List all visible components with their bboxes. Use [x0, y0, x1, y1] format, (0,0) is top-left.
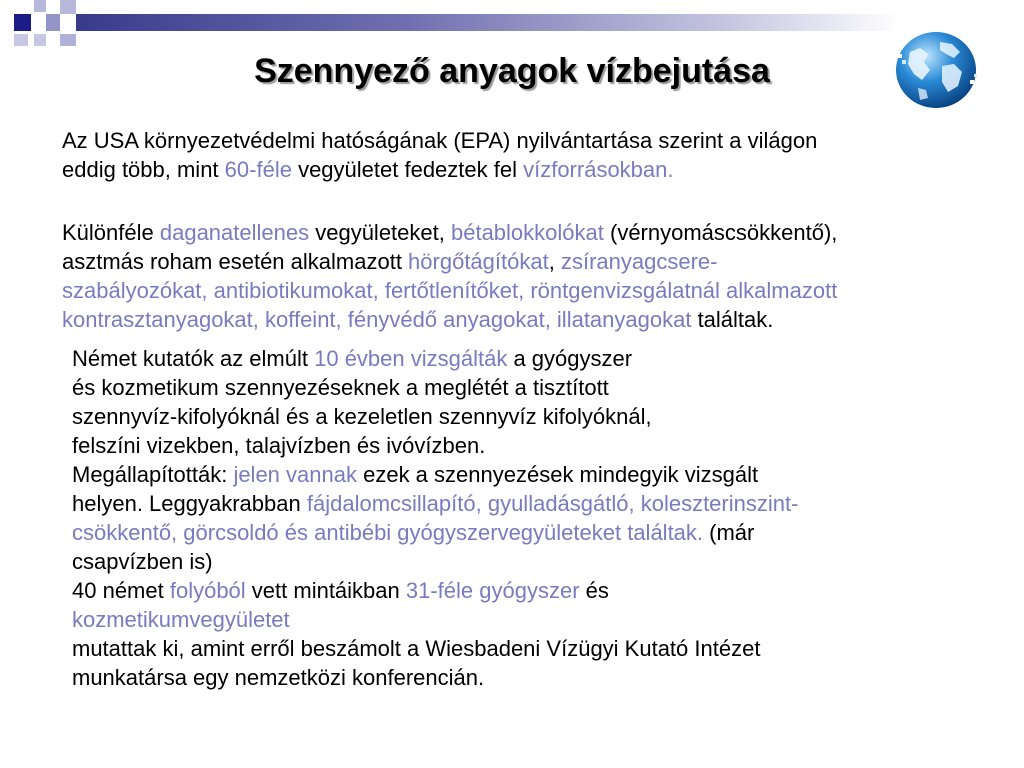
- text-line: csapvízben is): [72, 549, 213, 574]
- text-line: mutattak ki, amint erről beszámolt a Wiesbadeni Vízügyi Kutató Intézet: [72, 636, 761, 661]
- text-line: munkatársa egy nemzetközi konferencián.: [72, 665, 485, 690]
- highlight-text: folyóból: [169, 578, 246, 603]
- highlight-text: csökkentő, görcsoldó és antibébi gyógyszervegyületeket találtak.: [72, 520, 704, 545]
- highlight-text: zsíranyagcsere-: [560, 249, 718, 274]
- text-line: Az USA környezetvédelmi hatóságának (EPA) nyilvántartása szerint a világon: [62, 128, 818, 153]
- highlight-text: 10 évben vizsgálták: [314, 346, 508, 371]
- text-line: csökkentő, görcsoldó és antibébi gyógyszervegyületeket találtak. (már: [72, 520, 755, 545]
- text-line: Német kutatók az elmúlt 10 évben vizsgálták a gyógyszer: [72, 346, 633, 371]
- highlight-text: jelen vannak: [233, 462, 357, 487]
- text-line: felszíni vizekben, talajvízben és ivóvízben.: [72, 433, 486, 458]
- highlight-text: szabályozókat, antibiotikumokat, fertőtlenítőket, röntgenvizsgálatnál alkalmazott: [62, 278, 838, 303]
- highlight-text: vízforrásokban.: [523, 157, 674, 182]
- text-line: kontrasztanyagokat, koffeint, fényvédő anyagokat, illatanyagokat találtak.: [62, 307, 774, 332]
- decor-square-mid: [46, 14, 60, 31]
- paragraph-epa: [62, 126, 992, 184]
- decor-square-light: [60, 0, 76, 14]
- text-line: [62, 276, 992, 305]
- highlight-text: kozmetikumvegyületet: [72, 607, 290, 632]
- highlight-text: daganatellenes: [159, 220, 310, 245]
- text-line: [72, 605, 962, 634]
- decor-square-light: [34, 0, 46, 12]
- text-line: szennyvíz-kifolyóknál és a kezeletlen szennyvíz kifolyóknál,: [72, 404, 652, 429]
- text-line: asztmás roham esetén alkalmazott hörgőtágítókat, zsíranyagcsere-: [62, 249, 718, 274]
- decor-square-light: [14, 34, 28, 46]
- highlight-text: fájdalomcsillapító, gyulladásgátló, koleszterinszint-: [306, 491, 799, 516]
- paragraph-compounds: [62, 218, 992, 334]
- header-gradient-bar: [76, 14, 900, 31]
- text-line: helyen. Leggyakrabban fájdalomcsillapító, gyulladásgátló, koleszterinszint-: [72, 491, 799, 516]
- text-line: 40 német folyóból vett mintáikban 31-féle gyógyszer és: [72, 578, 609, 603]
- slide-title: Szennyező anyagok vízbejutása: [254, 52, 770, 90]
- decor-square-mid: [60, 34, 76, 46]
- paragraph-german-research: [72, 344, 962, 692]
- text-line: és kozmetikum szennyezéseknek a meglétét a tisztított: [72, 375, 609, 400]
- highlight-text: 60-féle: [224, 157, 292, 182]
- highlight-text: kontrasztanyagokat, koffeint, fényvédő anyagokat, illatanyagokat: [62, 307, 692, 332]
- text-line: eddig több, mint 60-féle vegyületet fedeztek fel vízforrásokban.: [62, 157, 674, 182]
- highlight-text: bétablokkolókat: [450, 220, 604, 245]
- decor-square-light: [34, 34, 46, 46]
- text-line: Megállapították: jelen vannak ezek a szennyezések mindegyik vizsgált: [72, 462, 759, 487]
- decor-square-dark: [14, 14, 31, 31]
- highlight-text: hörgőtágítókat: [408, 249, 549, 274]
- text-line: Különféle daganatellenes vegyületeket, bétablokkolókat (vérnyomáscsökkentő),: [62, 220, 838, 245]
- highlight-text: 31-féle gyógyszer: [405, 578, 580, 603]
